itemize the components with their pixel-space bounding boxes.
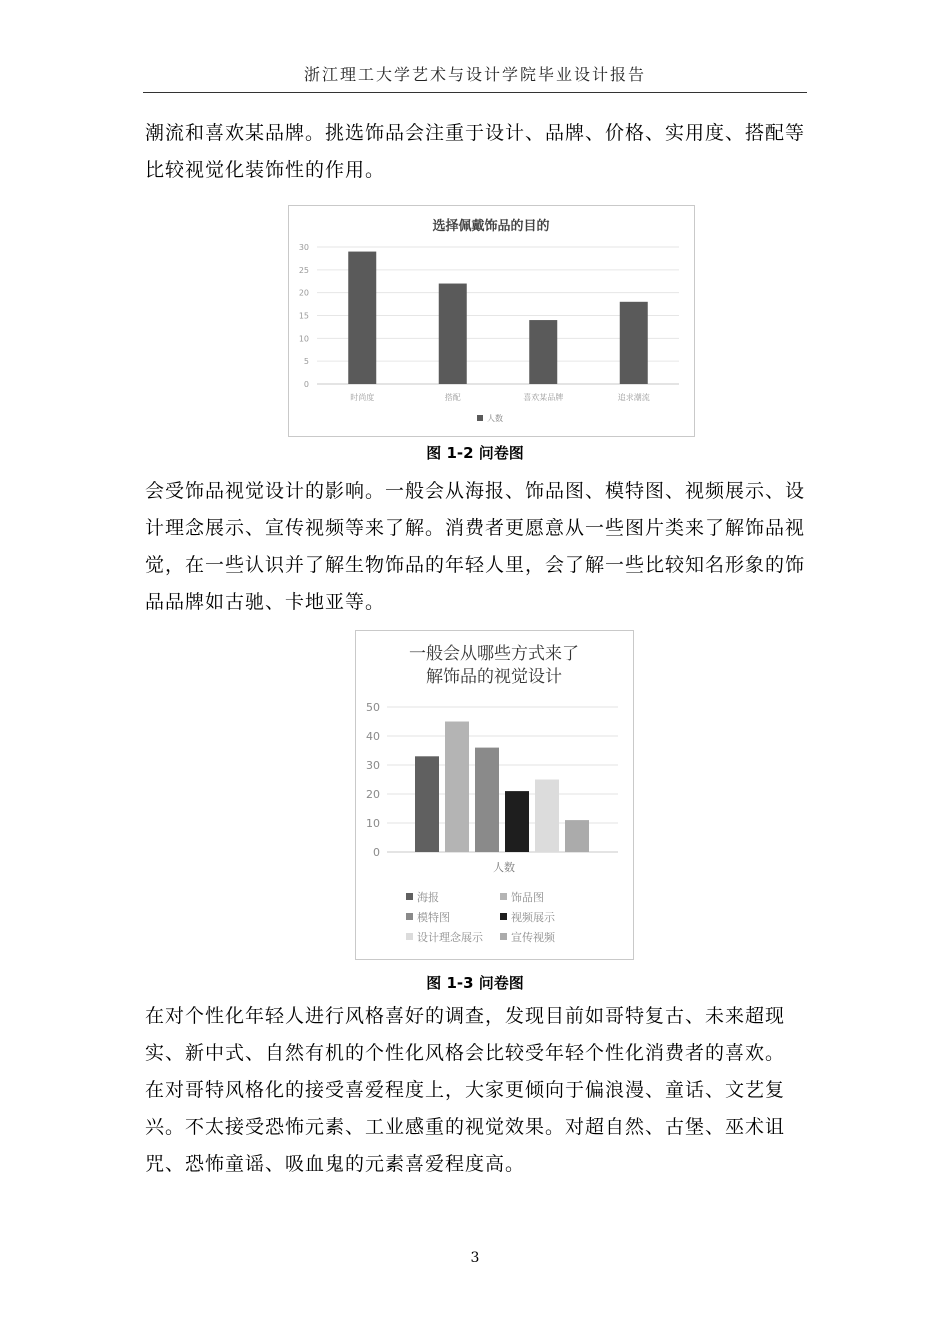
chart-2-bar xyxy=(415,756,439,852)
chart-1-title: 选择佩戴饰品的目的 xyxy=(432,219,550,234)
chart-2-bar xyxy=(535,780,559,853)
chart-2-title-line-2: 解饰品的视觉设计 xyxy=(426,667,562,687)
chart-2-bar xyxy=(565,820,589,852)
chart-2-legend-label: 海报 xyxy=(417,891,439,904)
paragraph-3: 在对个性化年轻人进行风格喜好的调查，发现目前如哥特复古、未来超现实、新中式、自然有机的个性化风格会比较受年轻个性化消费者的喜欢。 xyxy=(145,1005,786,1064)
chart-2-legend-label: 视频展示 xyxy=(511,911,555,924)
chart-2-legend-swatch xyxy=(500,933,507,940)
chart-2-title-line-1: 一般会从哪些方式来了 xyxy=(409,644,579,664)
chart-2-legend-swatch xyxy=(406,933,413,940)
chart-2-ytick: 10 xyxy=(366,817,380,830)
caption-fig-1-3: 图 1-3 问卷图 xyxy=(426,974,524,992)
chart-2-frame xyxy=(355,630,634,960)
chart-1-ytick: 15 xyxy=(298,311,309,321)
chart-2-legend-label: 饰品图 xyxy=(511,891,544,904)
chart-1-bar xyxy=(529,320,557,384)
paragraph-4: 在对哥特风格化的接受喜爱程度上，大家更倾向于偏浪漫、童话、文艺复兴。不太接受恐怖元素、工业感重的视觉效果。对超自然、古堡、巫术诅咒、恐怖童谣、吸血鬼的元素喜爱程度高。 xyxy=(145,1079,786,1175)
paragraph-1: 潮流和喜欢某品牌。挑选饰品会注重于设计、品牌、价格、实用度、搭配等比较视觉化装饰性的作用。 xyxy=(145,122,806,181)
chart-1-ytick: 25 xyxy=(298,265,309,275)
chart-1-ytick: 30 xyxy=(298,243,309,252)
chart-2-ytick: 30 xyxy=(366,759,380,772)
chart-1-ytick: 20 xyxy=(298,288,309,298)
page-header-title: 浙江理工大学艺术与设计学院毕业设计报告 xyxy=(303,65,646,84)
chart-1-bar xyxy=(439,284,467,384)
chart-2-bar xyxy=(505,791,529,852)
caption-fig-1-2: 图 1-2 问卷图 xyxy=(426,444,524,462)
chart-2-ytick: 0 xyxy=(373,846,380,859)
chart-2 xyxy=(356,631,633,959)
chart-2-ytick: 40 xyxy=(366,730,380,743)
chart-2-legend-label: 宣传视频 xyxy=(511,931,555,944)
chart-2-ytick: 50 xyxy=(366,701,380,714)
chart-1-ytick: 5 xyxy=(303,357,309,367)
page-number: 3 xyxy=(470,1250,480,1266)
chart-2-legend-label: 设计理念展示 xyxy=(417,931,483,944)
paragraph-2: 会受饰品视觉设计的影响。一般会从海报、饰品图、模特图、视频展示、设计理念展示、宣传视频等来了解。消费者更愿意从一些图片类来了解饰品视觉，在一些认识并了解生物饰品的年轻人里，会了解一些比较知名形象的饰品品牌如古驰、卡地亚等。 xyxy=(145,480,806,613)
chart-2-ytick: 20 xyxy=(366,788,380,801)
chart-1-frame xyxy=(288,205,695,437)
chart-2-legend-swatch xyxy=(500,913,507,920)
chart-2-legend-swatch xyxy=(406,893,413,900)
chart-1-xtick: 搭配 xyxy=(444,393,461,402)
chart-1 xyxy=(289,206,694,436)
chart-2-bar xyxy=(445,722,469,853)
chart-1-legend-swatch xyxy=(477,415,483,421)
header-rule xyxy=(143,92,807,93)
chart-1-bar xyxy=(348,252,376,384)
chart-1-ytick: 0 xyxy=(303,380,309,389)
chart-2-legend-label: 模特图 xyxy=(417,911,450,924)
chart-2-xlabel: 人数 xyxy=(493,861,515,874)
chart-2-legend-swatch xyxy=(500,893,507,900)
chart-1-xtick: 喜欢某品牌 xyxy=(523,393,564,402)
chart-1-xtick: 时尚度 xyxy=(350,393,375,402)
chart-1-xtick: 追求潮流 xyxy=(617,393,650,402)
chart-2-bar xyxy=(475,748,499,852)
chart-1-legend-label: 人数 xyxy=(487,414,503,423)
chart-1-bar xyxy=(620,302,648,384)
chart-2-legend-swatch xyxy=(406,913,413,920)
chart-1-ytick: 10 xyxy=(298,334,309,344)
